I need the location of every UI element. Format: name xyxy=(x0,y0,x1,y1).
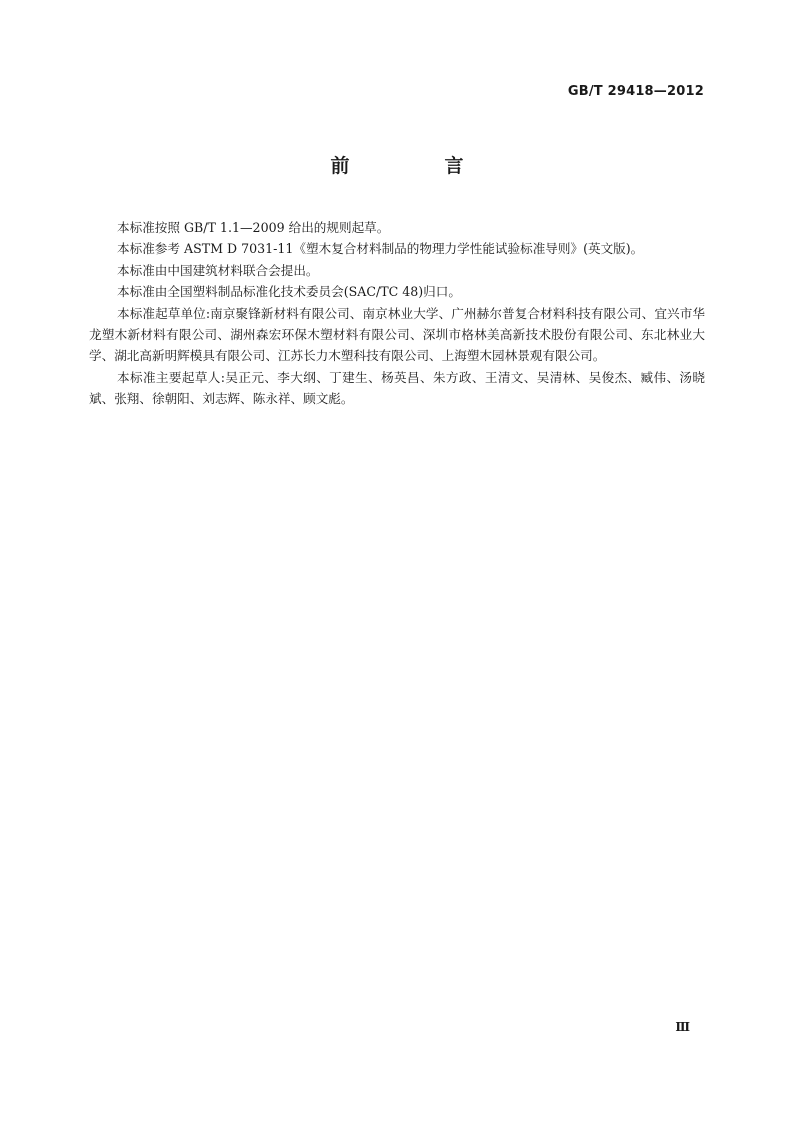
foreword-body xyxy=(89,217,705,410)
paragraph-proposed-by: 本标准由中国建筑材料联合会提出。 xyxy=(117,262,319,278)
paragraph-drafters: 本标准主要起草人:吴正元、李大纲、丁建生、杨英昌、朱方政、王清文、吴清林、吴俊杰、臧伟、汤晓斌、张翔、徐朝阳、刘志辉、陈永祥、顾文彪。 xyxy=(89,369,705,407)
standard-code: GB/T 29418—2012 xyxy=(567,84,704,99)
paragraph-administered-by: 本标准由全国塑料制品标准化技术委员会(SAC/TC 48)归口。 xyxy=(117,284,461,300)
page-title: 前 言 xyxy=(330,155,502,177)
paragraph-drafting-rules: 本标准按照 GB/T 1.1—2009 给出的规则起草。 xyxy=(117,220,390,235)
paragraph-reference: 本标准参考 ASTM D 7031-11《塑木复合材料制品的物理力学性能试验标准导则》(英文版)。 xyxy=(117,241,644,257)
page-number: Ⅲ xyxy=(675,1020,690,1034)
paragraph-drafting-units: 本标准起草单位:南京聚锋新材料有限公司、南京林业大学、广州赫尔普复合材料科技有限公司、宜兴市华龙塑木新材料有限公司、湖州森宏环保木塑材料有限公司、深圳市格林美高新技术股份有限公司、东北林业大学、湖北高新明辉模具有限公司、江苏长力木塑科技有限公司、上海塑木园林景观有限公司。 xyxy=(89,305,705,364)
